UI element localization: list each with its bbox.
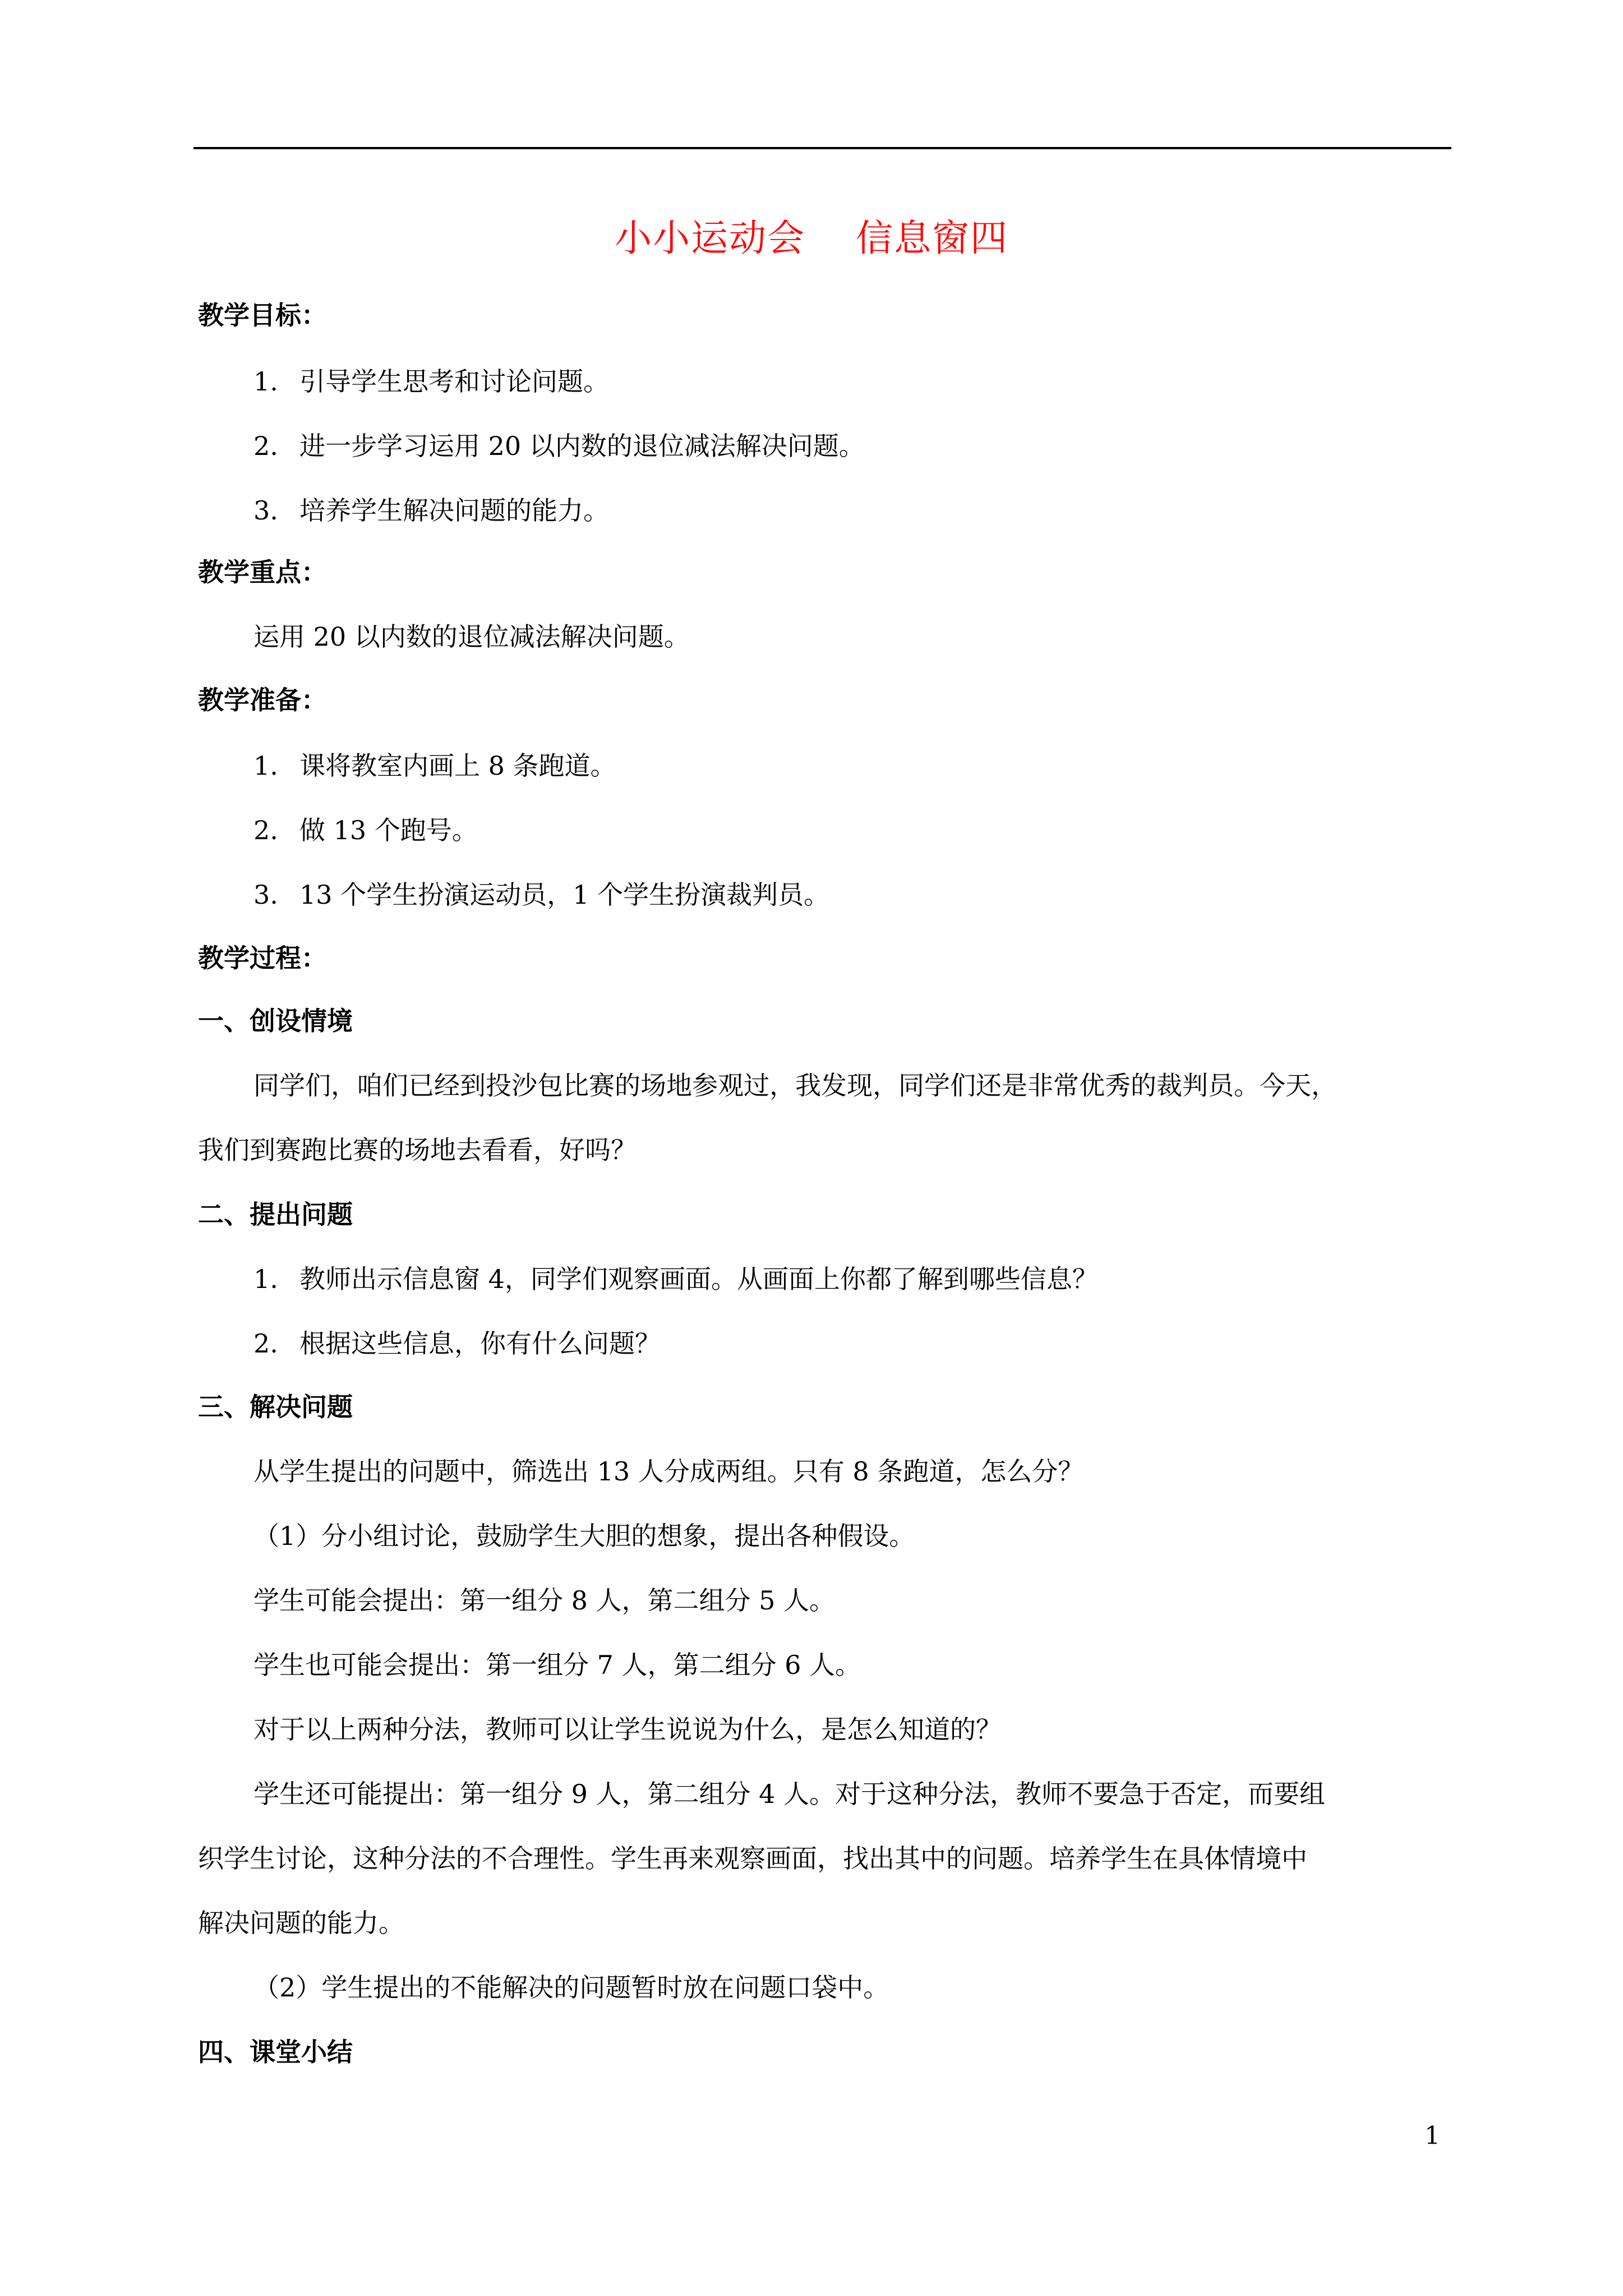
prep-item-1: 1. 课将教室内画上 8 条跑道。 [253,751,616,781]
prep-heading: 教学准备： [198,685,327,715]
page-title [0,213,1623,264]
section4-heading: 四、课堂小结 [198,2037,353,2067]
process-heading: 教学过程： [198,943,327,973]
goal-item-2: 2. 进一步学习运用 20 以内数的退位减法解决问题。 [253,431,865,461]
section3-para1: 从学生提出的问题中，筛选出 13 人分成两组。只有 8 条跑道，怎么分？ [253,1456,1084,1487]
section2-heading: 二、提出问题 [198,1199,353,1230]
section1-line1: 同学们，咱们已经到投沙包比赛的场地参观过，我发现，同学们还是非常优秀的裁判员。今天， [253,1070,1337,1101]
prep-item-2: 2. 做 13 个跑号。 [253,815,478,845]
title-part2: 信息窗四 [856,217,1008,260]
title-part1: 小小运动会 [615,217,805,260]
section1-heading: 一、创设情境 [198,1006,353,1036]
section3-para7: （2）学生提出的不能解决的问题暂时放在问题口袋中。 [253,1972,889,2003]
header-rule [193,147,1451,149]
section3-heading: 三、解决问题 [198,1392,353,1422]
section3-para3: 学生可能会提出：第一组分 8 人，第二组分 5 人。 [253,1585,836,1616]
prep-item-3: 3. 13 个学生扮演运动员，1 个学生扮演裁判员。 [253,880,830,910]
goal-item-3: 3. 培养学生解决问题的能力。 [253,495,609,526]
section3-para6-line1: 学生还可能提出：第一组分 9 人，第二组分 4 人。对于这种分法，教师不要急于否定，而要组 [253,1779,1326,1809]
section3-para6-line3: 解决问题的能力。 [198,1908,404,1938]
section2-item-1: 1. 教师出示信息窗 4，同学们观察画面。从画面上你都了解到哪些信息？ [253,1264,1098,1294]
section3-para4: 学生也可能会提出：第一组分 7 人，第二组分 6 人。 [253,1650,861,1680]
page-number: 1 [1424,2122,1440,2150]
section3-para2: （1）分小组讨论，鼓励学生大胆的想象，提出各种假设。 [253,1521,915,1551]
section3-para5: 对于以上两种分法，教师可以让学生说说为什么，是怎么知道的？ [253,1714,1002,1745]
section1-line2: 我们到赛跑比赛的场地去看看，好吗？ [198,1135,637,1165]
key-heading: 教学重点： [198,557,327,587]
goals-heading: 教学目标： [198,300,327,330]
key-text: 运用 20 以内数的退位减法解决问题。 [253,622,690,652]
section3-para6-line2: 织学生讨论，这种分法的不合理性。学生再来观察画面，找出其中的问题。培养学生在具体情境中 [198,1843,1307,1874]
section2-item-2: 2. 根据这些信息，你有什么问题？ [253,1328,661,1359]
goal-item-1: 1. 引导学生思考和讨论问题。 [253,366,609,397]
